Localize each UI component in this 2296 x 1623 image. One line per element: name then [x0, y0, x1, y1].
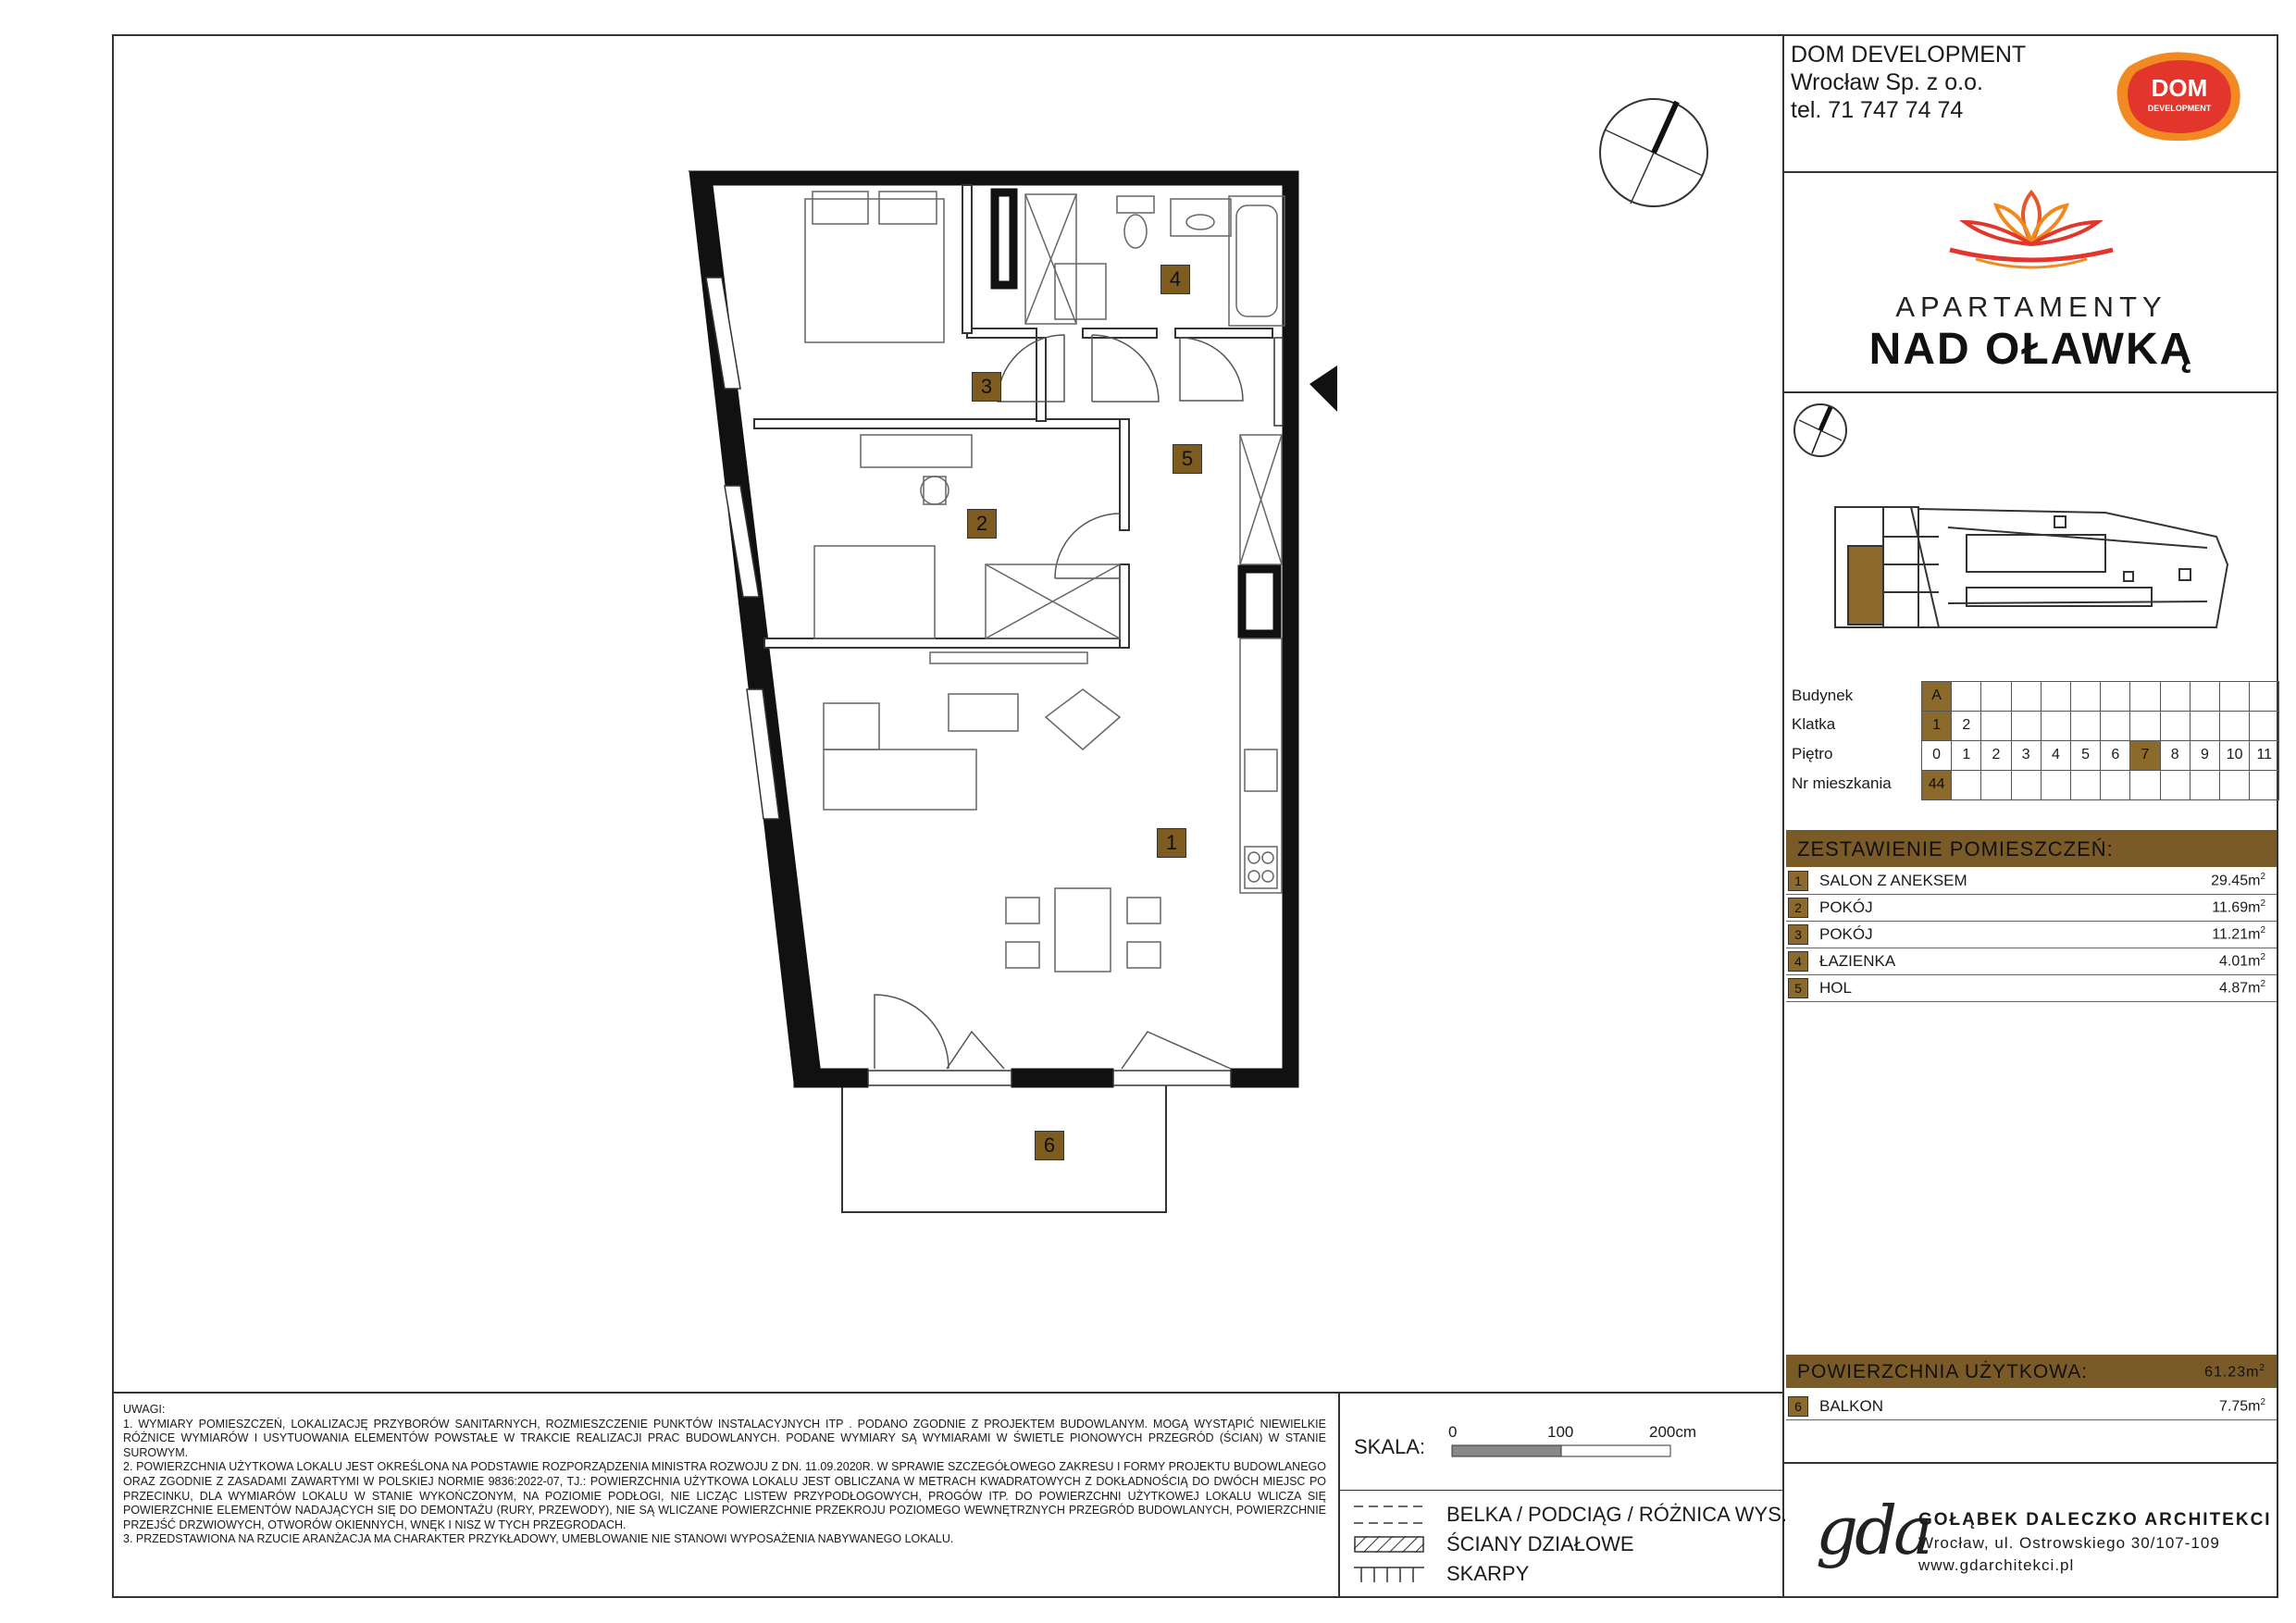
grid-cell: 2 — [1980, 740, 2011, 771]
grid-label-budynek: Budynek — [1792, 687, 1854, 704]
scale-tick-100: 100 — [1547, 1423, 1574, 1441]
grid-cell — [1951, 681, 1981, 712]
architect-web: www.gdarchitekci.pl — [1918, 1556, 2075, 1574]
company-entity: Wrocław Sp. z o.o. — [1791, 69, 1983, 95]
grid-cell: 11 — [2249, 740, 2279, 771]
scale-bar — [1451, 1443, 1673, 1458]
grid-cell: 44 — [1921, 770, 1952, 800]
grid-cell: 6 — [2100, 740, 2130, 771]
rp-line-2 — [1782, 391, 2278, 393]
room-area: 29.45 — [2211, 873, 2249, 889]
key-plan-highlight — [1848, 546, 1883, 625]
grid-cell: 5 — [2070, 740, 2101, 771]
room-area-wrap — [2212, 925, 2265, 943]
company-name: DOM DEVELOPMENT — [1791, 42, 2027, 68]
balcony-area: 7.75 — [2218, 1398, 2249, 1415]
room-area-unit: m — [2248, 953, 2261, 970]
room-area: 4.01 — [2218, 953, 2249, 970]
architect-name: GOŁĄBEK DALECZKO ARCHITEKCI — [1918, 1510, 2272, 1530]
entrance-arrow-icon — [1309, 365, 1337, 412]
grid-cell: 4 — [2041, 740, 2071, 771]
grid-cell — [2011, 681, 2042, 712]
legend-walls-label: ŚCIANY DZIAŁOWE — [1446, 1532, 1634, 1555]
legend-beam-icon — [1354, 1501, 1424, 1529]
room-number: 3 — [1788, 924, 1808, 945]
rooms-section-header — [1786, 830, 2277, 867]
notes-title: UWAGI: — [123, 1403, 166, 1416]
room-row — [1786, 948, 2277, 975]
room-area-wrap — [2212, 898, 2265, 916]
legend-beam-label: BELKA / PODCIĄG / RÓŻNICA WYS. — [1446, 1503, 1787, 1526]
grid-cell — [2219, 681, 2250, 712]
grid-cell — [1980, 770, 2011, 800]
room-number: 4 — [1788, 951, 1808, 972]
grid-cell — [2129, 711, 2160, 741]
balcony-unit-exp: 2 — [2260, 1397, 2265, 1407]
grid-cell: 10 — [2219, 740, 2250, 771]
grid-cell — [2100, 711, 2130, 741]
balcony-outline — [842, 1083, 1166, 1212]
legend-slopes-icon — [1354, 1566, 1424, 1584]
balcony-number: 6 — [1788, 1396, 1808, 1417]
grid-cell: 3 — [2011, 740, 2042, 771]
room-area: 4.87 — [2218, 980, 2249, 997]
room-area: 11.69 — [2212, 899, 2249, 916]
grid-cell — [2011, 711, 2042, 741]
grid-cell: 0 — [1921, 740, 1952, 771]
plan-label-5: 5 — [1173, 444, 1202, 474]
compass-icon — [1594, 93, 1714, 213]
balcony-area-wrap — [2219, 1397, 2265, 1415]
room-name: ŁAZIENKA — [1819, 952, 1896, 970]
room-name: HOL — [1819, 979, 1852, 997]
room-number: 1 — [1788, 871, 1808, 891]
grid-cell — [2219, 770, 2250, 800]
room-area-unit: m — [2248, 873, 2261, 889]
grid-cell — [2100, 681, 2130, 712]
grid-cell — [2100, 770, 2130, 800]
room-number: 5 — [1788, 978, 1808, 998]
balcony-unit: m — [2248, 1398, 2261, 1415]
legend-slopes-label: SKARPY — [1446, 1562, 1530, 1585]
usable-area-title: POWIERZCHNIA UŻYTKOWA: — [1797, 1361, 2089, 1382]
grid-cell — [2249, 711, 2279, 741]
plan-label-2: 2 — [967, 509, 997, 539]
plan-label-1: 1 — [1157, 828, 1186, 858]
notes-divider — [1338, 1392, 1340, 1598]
lotus-icon — [1939, 185, 2124, 278]
room-area-unit-exp: 2 — [2260, 979, 2265, 989]
room-area-unit: m — [2248, 899, 2261, 916]
usable-area-value-wrap — [2204, 1363, 2265, 1381]
rp-line-1 — [1782, 171, 2278, 173]
grid-cell — [2190, 681, 2220, 712]
usable-area-unit-exp: 2 — [2259, 1363, 2265, 1373]
note-3: 3. PRZEDSTAWIONA NA RZUCIE ARANŻACJA MA CHARAKTER PRZYKŁADOWY, UMEBLOWANIE NIE STANOWI WYPOSAŻENIA NABYWANEGO LOKALU. — [123, 1532, 954, 1546]
grid-cell — [2160, 770, 2191, 800]
room-area-unit-exp: 2 — [2260, 898, 2265, 909]
room-area-wrap — [2219, 979, 2265, 997]
grid-cell — [1980, 681, 2011, 712]
grid-cell: 2 — [1951, 711, 1981, 741]
usable-area-unit: m — [2246, 1364, 2260, 1381]
plan-label-6: 6 — [1035, 1131, 1064, 1160]
grid-label-nr-mieszkania: Nr mieszkania — [1792, 774, 1892, 792]
scale-label: SKALA: — [1354, 1435, 1426, 1458]
usable-area-value: 61.23 — [2204, 1364, 2247, 1381]
room-area-unit-exp: 2 — [2260, 925, 2265, 935]
logo-development-text: DEVELOPMENT — [2147, 104, 2212, 113]
grid-cell: A — [1921, 681, 1952, 712]
room-area-unit-exp: 2 — [2260, 952, 2265, 962]
grid-cell — [2041, 681, 2071, 712]
rooms-section-title: ZESTAWIENIE POMIESZCZEŃ: — [1797, 837, 2114, 861]
room-area-wrap — [2219, 952, 2265, 970]
grid-cell — [2249, 770, 2279, 800]
grid-cell — [2160, 711, 2191, 741]
room-name: POKÓJ — [1819, 925, 1873, 943]
room-number: 2 — [1788, 898, 1808, 918]
grid-cell: 8 — [2160, 740, 2191, 771]
architect-logo: gda — [1816, 1492, 1930, 1569]
grid-cell — [2190, 770, 2220, 800]
grid-cell — [1980, 711, 2011, 741]
floor-plan — [648, 157, 1370, 1221]
usable-area-header — [1786, 1355, 2277, 1388]
company-info — [1791, 41, 2026, 124]
plan-label-4: 4 — [1160, 265, 1190, 294]
room-area: 11.21 — [2212, 926, 2249, 943]
room-area-unit: m — [2248, 980, 2261, 997]
room-name: POKÓJ — [1819, 898, 1873, 916]
notes-block — [123, 1403, 1326, 1547]
room-area-wrap — [2211, 872, 2265, 889]
brand-line-1: APARTAMENTY — [1895, 291, 2167, 323]
grid-cell — [2160, 681, 2191, 712]
compass-small-icon — [1792, 402, 1849, 459]
grid-cell — [2190, 711, 2220, 741]
legend-walls-icon — [1354, 1536, 1424, 1553]
grid-cell — [2129, 770, 2160, 800]
room-row — [1786, 974, 2277, 1002]
logo-dom-text: DOM — [2151, 74, 2208, 102]
rp-line-3 — [1782, 1462, 2278, 1464]
scale-tick-0: 0 — [1448, 1423, 1458, 1441]
grid-cell — [2070, 681, 2101, 712]
grid-cell — [2249, 681, 2279, 712]
grid-cell — [2070, 711, 2101, 741]
balcony-row — [1786, 1393, 2277, 1420]
room-row — [1786, 921, 2277, 948]
grid-cell — [1951, 770, 1981, 800]
grid-cell — [2129, 681, 2160, 712]
company-phone: tel. 71 747 74 74 — [1791, 97, 1964, 123]
grid-cell — [2041, 770, 2071, 800]
grid-cell: 1 — [1951, 740, 1981, 771]
scale-tick-200: 200cm — [1649, 1423, 1697, 1441]
room-row — [1786, 867, 2277, 895]
grid-cell — [2041, 711, 2071, 741]
building-key-plan — [1828, 500, 2244, 634]
plan-label-3: 3 — [972, 372, 1001, 402]
brand-line-2: NAD OŁAWKĄ — [1868, 325, 2194, 374]
grid-cell — [2011, 770, 2042, 800]
grid-cell — [2070, 770, 2101, 800]
right-panel-divider — [1782, 34, 1784, 1598]
dom-development-logo — [2110, 48, 2249, 145]
architect-address: Wrocław, ul. Ostrowskiego 30/107-109 — [1918, 1534, 2220, 1552]
grid-cell — [2219, 711, 2250, 741]
note-2: 2. POWIERZCHNIA UŻYTKOWA LOKALU JEST OKREŚLONA NA PODSTAWIE ROZPORZĄDZENIA MINISTRA ROZWOJU Z DN. 11.09.2020R. W SPRAWIE SZCZEGÓŁOWEGO ZAKRESU I FORMY PROJEKTU BUDOWLANEGO ORAZ ZGODNIE Z ZASADAMI ZAWARTYMI W POLSKIEJ NORMIE 9836:2022-07, TJ.: POWIERZCHNIA UŻYTKOWA LOKALU JEST OBLICZANA W METRACH KWADRATOWYCH Z DOKŁADNOŚCIĄ DO DWÓCH MIEJSC PO PRZECINKU, DLA WYMIARÓW LOKALU W STANIE WYKOŃCZONYM, NA POZIOMIE PODŁOGI, NIE LICZĄC LISTEW PRZYPODŁOGOWYCH, PROGÓW ITP. DO POWIERZCHNI UŻYTKOWEJ LOKALU WLICZA SIĘ POWIERZCHNIE ELEMENTÓW NADAJĄCYCH SIĘ DO DEMONTAŻU (RURY, PRZEWODY), NIE SĄ WLICZANE POWIERZCHNIE PRZEKROJU POZIOMEGO WEWNĘTRZNYCH PRZEGRÓD BUDOWLANYCH, POWIERZCHNIE PRZEJŚĆ DRZWIOWYCH, OTWORÓW OKIENNYCH, WNĘK I NISZ W TYCH PRZEGRODACH. — [123, 1460, 1326, 1531]
room-row — [1786, 894, 2277, 922]
grid-cell: 9 — [2190, 740, 2220, 771]
room-name: SALON Z ANEKSEM — [1819, 872, 1967, 889]
grid-label-pietro: Piętro — [1792, 745, 1833, 762]
legend-top-line — [1338, 1490, 1784, 1491]
note-1: 1. WYMIARY POMIESZCZEŃ, LOKALIZACJĘ PRZYBORÓW SANITARNYCH, ROZMIESZCZENIE PUNKTÓW INSTALACYJNYCH ITP . PODANO ZGODNIE Z PROJEKTEM BUDOWLANYM. MOGĄ WYSTĄPIĆ NIEWIELKIE RÓŻNICE WYMIARÓW I USYTUOWANIA ELEMENTÓW POWSTAŁE W TRAKCIE REALIZACJI PRAC BUDOWLANYCH. PODANE WYMIARY SĄ WYMIARAMI W ŚWIETLE PIONOWYCH PRZEGRÓD (ŚCIAN) W STANIE SUROWYM. — [123, 1417, 1326, 1459]
grid-cell: 1 — [1921, 711, 1952, 741]
room-area-unit: m — [2248, 926, 2261, 943]
room-area-unit-exp: 2 — [2260, 872, 2265, 882]
balcony-name: BALKON — [1819, 1397, 1883, 1415]
bottom-divider — [112, 1392, 1784, 1394]
grid-cell: 7 — [2129, 740, 2160, 771]
grid-label-klatka: Klatka — [1792, 715, 1836, 733]
